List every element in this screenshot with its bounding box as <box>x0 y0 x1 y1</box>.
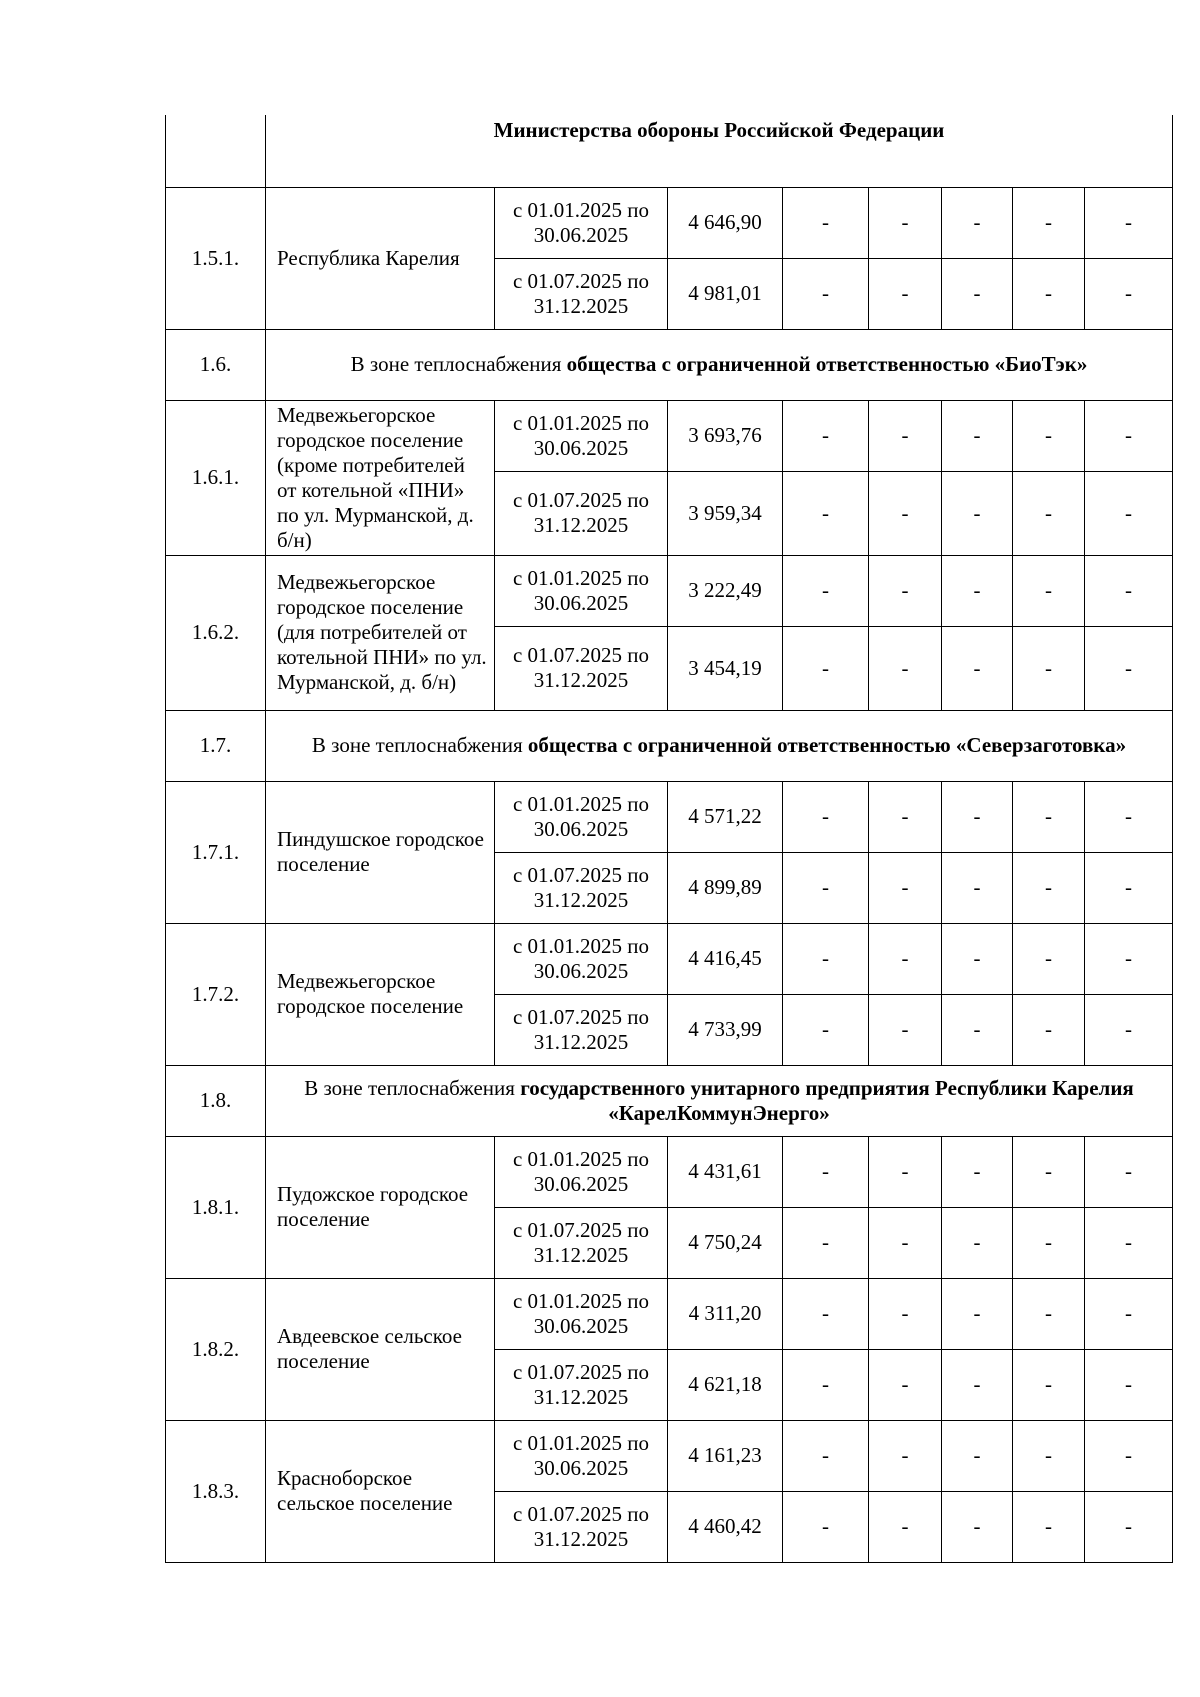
dash-value: - <box>973 281 981 305</box>
dash-value: - <box>901 281 909 305</box>
dash-value: - <box>1125 946 1133 970</box>
dash-cell <box>1013 994 1085 1065</box>
dash-value: - <box>973 1301 981 1325</box>
period-cell <box>495 781 668 852</box>
dash-value: - <box>1045 281 1052 305</box>
dash-cell <box>783 187 869 258</box>
row-number-cell <box>166 1420 266 1562</box>
period-text: с 01.01.2025 по 30.06.2025 <box>512 1288 650 1338</box>
group-number: 1.6. <box>199 352 232 376</box>
row-number: 1.8.2. <box>191 1336 240 1361</box>
dash-value: - <box>1125 875 1133 899</box>
row-number: 1.7.2. <box>191 981 240 1006</box>
dash-cell <box>1085 1136 1173 1207</box>
dash-value: - <box>822 1514 829 1538</box>
area-cell <box>266 1136 495 1278</box>
dash-value: - <box>901 1230 909 1254</box>
period-text: с 01.07.2025 по 31.12.2025 <box>512 862 650 912</box>
dash-cell <box>1013 471 1085 555</box>
table-row <box>166 1278 1173 1349</box>
dash-cell <box>942 852 1013 923</box>
tariff-value: 4 899,89 <box>688 875 762 899</box>
area-name: Авдеевское сельское поселение <box>277 1324 462 1373</box>
dash-value: - <box>973 423 981 447</box>
dash-cell <box>942 471 1013 555</box>
area-name: Республика Карелия <box>277 245 460 270</box>
row-number: 1.7.1. <box>191 839 240 864</box>
dash-value: - <box>1125 423 1133 447</box>
tariff-cell <box>668 555 783 626</box>
dash-cell <box>1085 923 1173 994</box>
dash-value: - <box>1045 1230 1052 1254</box>
dash-value: - <box>1125 1514 1133 1538</box>
dash-value: - <box>1125 1301 1133 1325</box>
period-text: с 01.07.2025 по 31.12.2025 <box>512 488 650 537</box>
dash-cell <box>1013 1491 1085 1562</box>
row-number-cell <box>166 187 266 329</box>
area-name: Пиндушское городское поселение <box>277 827 484 876</box>
area-name: Красноборское сельское поселение <box>277 1466 453 1515</box>
dash-value: - <box>901 1372 909 1396</box>
period-cell <box>495 555 668 626</box>
dash-value: - <box>822 1159 829 1183</box>
dash-cell <box>1085 258 1173 329</box>
tariff-value: 4 621,18 <box>688 1372 762 1396</box>
group-heading-cell <box>266 1065 1173 1136</box>
period-text: с 01.01.2025 по 30.06.2025 <box>512 1146 650 1196</box>
dash-cell <box>783 994 869 1065</box>
dash-value: - <box>822 1230 829 1254</box>
tariff-cell <box>668 1207 783 1278</box>
dash-cell <box>942 400 1013 471</box>
dash-cell <box>869 781 942 852</box>
row-number-cell <box>166 400 266 555</box>
dash-cell <box>869 555 942 626</box>
area-name: Медвежьегорское городское поселение <box>277 969 464 1018</box>
dash-value: - <box>973 1230 981 1254</box>
dash-cell <box>869 1207 942 1278</box>
dash-cell <box>942 994 1013 1065</box>
dash-value: - <box>822 423 829 447</box>
tariff-cell <box>668 626 783 710</box>
dash-value: - <box>973 500 981 525</box>
row-number: 1.5.1. <box>191 245 240 270</box>
row-number-cell <box>166 1136 266 1278</box>
dash-cell <box>869 994 942 1065</box>
dash-cell <box>1013 1420 1085 1491</box>
dash-value: - <box>901 1514 909 1538</box>
dash-cell <box>1085 1420 1173 1491</box>
dash-value: - <box>1125 1230 1133 1254</box>
tariff-value: 4 311,20 <box>688 1301 762 1325</box>
continued-heading-row <box>166 115 1173 187</box>
dash-cell <box>783 923 869 994</box>
dash-cell <box>1013 400 1085 471</box>
tariff-table <box>165 115 1173 1563</box>
dash-cell <box>942 187 1013 258</box>
period-text: с 01.01.2025 по 30.06.2025 <box>512 933 650 983</box>
dash-cell <box>783 626 869 710</box>
dash-cell <box>1013 258 1085 329</box>
dash-value: - <box>1045 804 1052 828</box>
dash-cell <box>783 1278 869 1349</box>
dash-value: - <box>901 1017 909 1041</box>
group-heading-prefix: В зоне теплоснабжения <box>350 352 567 376</box>
table-row <box>166 555 1173 626</box>
tariff-cell <box>668 852 783 923</box>
dash-cell <box>942 781 1013 852</box>
dash-cell <box>942 1207 1013 1278</box>
dash-value: - <box>973 655 981 680</box>
period-text: с 01.01.2025 по 30.06.2025 <box>512 197 650 247</box>
dash-value: - <box>1045 1017 1052 1041</box>
dash-value: - <box>1045 1159 1052 1183</box>
tariff-cell <box>668 471 783 555</box>
dash-value: - <box>1125 655 1133 680</box>
tariff-cell <box>668 258 783 329</box>
dash-cell <box>1085 1349 1173 1420</box>
dash-value: - <box>1125 1159 1133 1183</box>
dash-cell <box>869 187 942 258</box>
dash-cell <box>783 258 869 329</box>
dash-value: - <box>1045 655 1052 680</box>
table-row <box>166 781 1173 852</box>
dash-cell <box>1013 555 1085 626</box>
dash-value: - <box>901 578 909 602</box>
dash-value: - <box>1125 210 1133 234</box>
dash-cell <box>942 1278 1013 1349</box>
dash-cell <box>1085 187 1173 258</box>
table-row <box>166 1420 1173 1491</box>
period-cell <box>495 1420 668 1491</box>
continued-heading-cell <box>266 115 1173 187</box>
period-text: с 01.07.2025 по 31.12.2025 <box>512 1501 650 1551</box>
dash-value: - <box>901 500 909 525</box>
dash-value: - <box>973 875 981 899</box>
dash-value: - <box>973 1372 981 1396</box>
dash-cell <box>1085 555 1173 626</box>
dash-cell <box>942 1136 1013 1207</box>
area-name: Медвежьегорское городское поселение (для потребителей от котельной ПНИ» по ул. Мурманской, д. б/н) <box>277 570 487 694</box>
period-text: с 01.01.2025 по 30.06.2025 <box>512 1430 650 1480</box>
dash-cell <box>1013 1349 1085 1420</box>
dash-value: - <box>822 946 829 970</box>
dash-value: - <box>973 946 981 970</box>
dash-cell <box>942 258 1013 329</box>
tariff-cell <box>668 1278 783 1349</box>
dash-value: - <box>973 1514 981 1538</box>
tariff-value: 3 454,19 <box>688 655 762 680</box>
dash-cell <box>942 1349 1013 1420</box>
dash-value: - <box>973 1159 981 1183</box>
dash-value: - <box>1045 875 1052 899</box>
dash-cell <box>869 1136 942 1207</box>
row-number: 1.8.1. <box>191 1194 240 1219</box>
tariff-value: 4 460,42 <box>688 1514 762 1538</box>
dash-value: - <box>1045 1443 1052 1467</box>
period-cell <box>495 923 668 994</box>
tariff-cell <box>668 1349 783 1420</box>
tariff-value: 4 733,99 <box>688 1017 762 1041</box>
dash-cell <box>1013 1207 1085 1278</box>
dash-cell <box>1085 1207 1173 1278</box>
area-cell <box>266 400 495 555</box>
dash-cell <box>1085 1491 1173 1562</box>
dash-value: - <box>822 655 829 680</box>
dash-cell <box>942 923 1013 994</box>
group-number: 1.8. <box>199 1088 232 1112</box>
dash-cell <box>869 626 942 710</box>
dash-cell <box>869 852 942 923</box>
dash-cell <box>1085 1278 1173 1349</box>
group-heading-cell <box>266 710 1173 781</box>
dash-value: - <box>1125 1372 1133 1396</box>
period-cell <box>495 1136 668 1207</box>
tariff-value: 4 431,61 <box>688 1159 762 1183</box>
dash-cell <box>869 1349 942 1420</box>
group-heading-row <box>166 710 1173 781</box>
period-cell <box>495 1491 668 1562</box>
continued-heading-number-cell <box>166 115 266 187</box>
area-name: Пудожское городское поселение <box>277 1182 469 1231</box>
tariff-cell <box>668 994 783 1065</box>
dash-value: - <box>822 1017 829 1041</box>
dash-value: - <box>973 1443 981 1467</box>
dash-cell <box>783 555 869 626</box>
dash-value: - <box>822 1301 829 1325</box>
group-heading-row <box>166 329 1173 400</box>
tariff-cell <box>668 1420 783 1491</box>
period-text: с 01.01.2025 по 30.06.2025 <box>512 791 650 841</box>
tariff-value: 4 416,45 <box>688 946 762 970</box>
dash-cell <box>783 1136 869 1207</box>
dash-value: - <box>901 210 909 234</box>
dash-cell <box>783 1349 869 1420</box>
tariff-value: 3 222,49 <box>688 578 762 602</box>
dash-cell <box>1013 923 1085 994</box>
tariff-value: 4 646,90 <box>688 210 762 234</box>
dash-cell <box>1085 626 1173 710</box>
row-number-cell <box>166 781 266 923</box>
dash-cell <box>783 400 869 471</box>
row-number: 1.6.1. <box>191 465 240 489</box>
dash-value: - <box>822 1443 829 1467</box>
area-name: Медвежьегорское городское поселение (кроме потребителей от котельной «ПНИ» по ул. Мурманской, д. б/н) <box>277 402 474 552</box>
dash-cell <box>942 626 1013 710</box>
tariff-cell <box>668 400 783 471</box>
dash-value: - <box>1045 578 1052 602</box>
dash-cell <box>869 1278 942 1349</box>
row-number: 1.8.3. <box>191 1478 240 1503</box>
dash-value: - <box>822 804 829 828</box>
dash-value: - <box>1125 500 1133 525</box>
row-number-cell <box>166 555 266 710</box>
group-heading-org: государственного унитарного предприятия Республики Карелия «КарелКоммунЭнерго» <box>520 1075 1134 1125</box>
dash-value: - <box>1045 210 1052 234</box>
dash-cell <box>869 471 942 555</box>
table-row <box>166 400 1173 471</box>
group-number-cell <box>166 710 266 781</box>
dash-cell <box>1085 852 1173 923</box>
dash-value: - <box>1125 1443 1133 1467</box>
dash-cell <box>869 258 942 329</box>
period-cell <box>495 1278 668 1349</box>
group-heading-org: общества с ограниченной ответственностью «Северзаготовка» <box>527 733 1127 757</box>
dash-cell <box>1013 626 1085 710</box>
dash-value: - <box>901 423 909 447</box>
dash-cell <box>942 555 1013 626</box>
dash-value: - <box>901 804 909 828</box>
dash-value: - <box>1125 1017 1133 1041</box>
tariff-cell <box>668 1136 783 1207</box>
period-text: с 01.01.2025 по 30.06.2025 <box>512 410 650 460</box>
period-text: с 01.07.2025 по 31.12.2025 <box>512 1004 650 1054</box>
dash-value: - <box>822 578 829 602</box>
area-cell <box>266 187 495 329</box>
area-cell <box>266 1278 495 1420</box>
tariff-cell <box>668 187 783 258</box>
dash-value: - <box>901 946 909 970</box>
dash-value: - <box>822 210 829 234</box>
period-text: с 01.07.2025 по 31.12.2025 <box>512 1217 650 1267</box>
table-row <box>166 1136 1173 1207</box>
dash-cell <box>783 852 869 923</box>
table-body <box>166 115 1173 1562</box>
dash-cell <box>783 781 869 852</box>
dash-cell <box>1085 471 1173 555</box>
tariff-value: 3 693,76 <box>688 423 762 447</box>
tariff-value: 4 750,24 <box>688 1230 762 1254</box>
dash-value: - <box>1045 500 1052 525</box>
table-row <box>166 923 1173 994</box>
dash-cell <box>1085 781 1173 852</box>
row-number-cell <box>166 923 266 1065</box>
area-cell <box>266 923 495 1065</box>
period-text: с 01.07.2025 по 31.12.2025 <box>512 1359 650 1409</box>
dash-cell <box>783 471 869 555</box>
dash-cell <box>942 1491 1013 1562</box>
group-heading-prefix: В зоне теплоснабжения <box>304 1075 521 1100</box>
period-cell <box>495 400 668 471</box>
dash-value: - <box>1045 946 1052 970</box>
dash-value: - <box>901 1159 909 1183</box>
area-cell <box>266 781 495 923</box>
dash-cell <box>1013 1278 1085 1349</box>
dash-value: - <box>901 655 909 680</box>
tariff-value: 4 161,23 <box>688 1443 762 1467</box>
dash-cell <box>1085 400 1173 471</box>
tariff-value: 4 981,01 <box>688 281 762 305</box>
period-cell <box>495 852 668 923</box>
tariff-value: 3 959,34 <box>688 500 762 525</box>
dash-cell <box>783 1420 869 1491</box>
period-text: с 01.07.2025 по 31.12.2025 <box>512 268 650 318</box>
dash-value: - <box>822 875 829 899</box>
period-cell <box>495 258 668 329</box>
group-number: 1.7. <box>199 733 232 757</box>
tariff-cell <box>668 923 783 994</box>
dash-cell <box>1013 1136 1085 1207</box>
dash-cell <box>869 400 942 471</box>
dash-cell <box>1013 852 1085 923</box>
period-cell <box>495 471 668 555</box>
tariff-cell <box>668 1491 783 1562</box>
period-text: с 01.07.2025 по 31.12.2025 <box>512 643 650 692</box>
tariff-cell <box>668 781 783 852</box>
group-number-cell <box>166 1065 266 1136</box>
dash-cell <box>1013 187 1085 258</box>
group-heading-row <box>166 1065 1173 1136</box>
tariff-value: 4 571,22 <box>688 804 762 828</box>
row-number-cell <box>166 1278 266 1420</box>
dash-value: - <box>901 1443 909 1467</box>
dash-value: - <box>1045 1301 1052 1325</box>
dash-value: - <box>1045 1372 1052 1396</box>
period-cell <box>495 994 668 1065</box>
dash-value: - <box>901 1301 909 1325</box>
dash-cell <box>783 1491 869 1562</box>
period-text: с 01.01.2025 по 30.06.2025 <box>512 565 650 615</box>
dash-value: - <box>1125 281 1133 305</box>
dash-cell <box>869 1491 942 1562</box>
period-cell <box>495 1207 668 1278</box>
group-heading-prefix: В зоне теплоснабжения <box>311 733 528 757</box>
dash-value: - <box>1045 423 1052 447</box>
dash-cell <box>942 1420 1013 1491</box>
dash-cell <box>783 1207 869 1278</box>
dash-cell <box>869 1420 942 1491</box>
dash-value: - <box>1125 578 1133 602</box>
dash-value: - <box>973 210 981 234</box>
dash-value: - <box>822 1372 829 1396</box>
dash-cell <box>1085 994 1173 1065</box>
continued-heading-text: Министерства обороны Российской Федерации <box>493 118 945 143</box>
dash-value: - <box>973 1017 981 1041</box>
area-cell <box>266 1420 495 1562</box>
group-heading-org: общества с ограниченной ответственностью «БиоТэк» <box>566 352 1088 376</box>
dash-value: - <box>822 500 829 525</box>
group-number-cell <box>166 329 266 400</box>
period-cell <box>495 626 668 710</box>
row-number: 1.6.2. <box>191 620 240 644</box>
dash-value: - <box>1045 1514 1052 1538</box>
area-cell <box>266 555 495 710</box>
dash-cell <box>1013 781 1085 852</box>
period-cell <box>495 1349 668 1420</box>
table-row <box>166 187 1173 258</box>
dash-value: - <box>973 804 981 828</box>
group-heading-cell <box>266 329 1173 400</box>
dash-value: - <box>1125 804 1133 828</box>
dash-value: - <box>901 875 909 899</box>
dash-value: - <box>973 578 981 602</box>
dash-cell <box>869 923 942 994</box>
dash-value: - <box>822 281 829 305</box>
period-cell <box>495 187 668 258</box>
